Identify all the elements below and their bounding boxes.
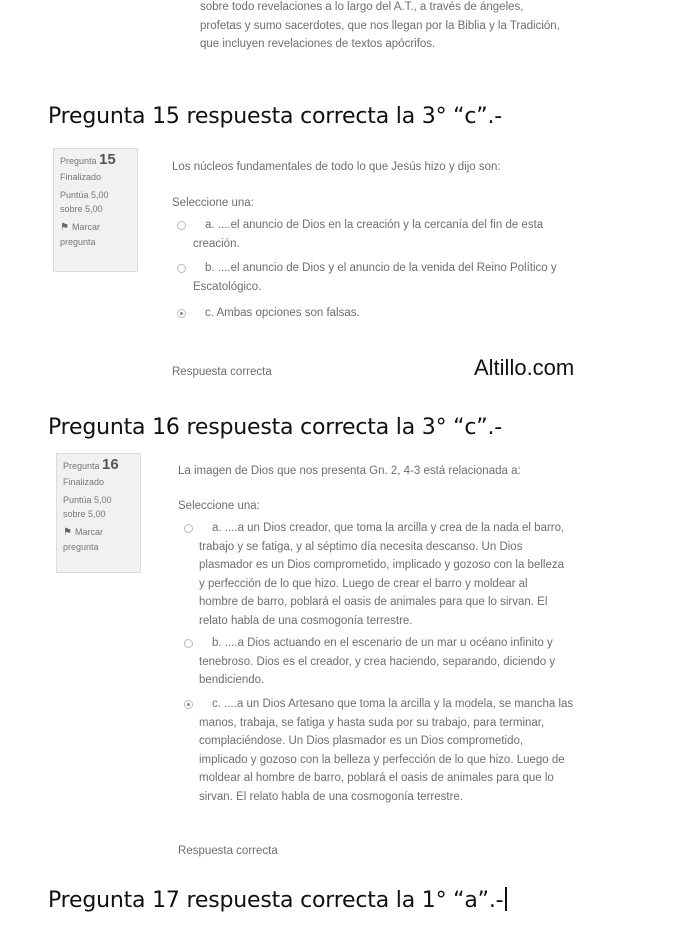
q15-option-c[interactable]: c. Ambas opciones son falsas. [205,307,360,319]
q15-heading: Pregunta 15 respuesta correcta la 3° “c”.- [48,104,502,129]
q16-select-label: Seleccione una: [178,500,260,512]
q16-option-a-radio[interactable] [184,524,193,533]
q16-option-a[interactable]: a. ....a un Dios creador, que toma la arcilla y crea de la nada el barro, trabajo y se fatiga, y al séptimo día necesita descanso. Un Dios plasmador es un Dios comprometido, implicado y gozoso con la belleza y perfección de lo que hizo. Luego de crear el barro y moldear al hombre de barro, poblará el oasis de animales para que lo sirvan. El relato habla de una cosmogonía terrestre. [199,522,565,627]
q15-option-a-radio[interactable] [177,221,186,230]
text-cursor [505,887,507,911]
q15-option-b[interactable]: b. ....el anuncio de Dios y el anuncio de la venida del Reino Político y Escatológico. [193,262,557,293]
q16-status: Finalizado [63,477,105,487]
q15-feedback: Respuesta correcta [172,366,272,378]
q16-option-c-radio[interactable] [184,700,193,709]
paragraph-line: que incluyen revelaciones de textos apócrifos. [200,38,436,50]
q16-question-number: Pregunta 16 [63,456,119,473]
q15-select-label: Seleccione una: [172,197,254,209]
q16-score: Puntúa 5,00 sobre 5,00 [63,495,112,519]
q17-heading: Pregunta 17 respuesta correcta la 1° “a”.- [48,887,507,913]
paragraph-line: profetas y sumo sacerdotes, que nos llegan por la Biblia y la Tradición, [200,19,560,32]
q15-flag-question[interactable]: ⚑ Marcar pregunta [60,222,100,247]
q16-feedback: Respuesta correcta [178,845,278,857]
q16-question-text: La imagen de Dios que nos presenta Gn. 2, 4-3 está relacionada a: [178,465,521,477]
q15-status: Finalizado [60,172,102,182]
q16-option-b-radio[interactable] [184,639,193,648]
q15-info-box [53,148,138,272]
top-paragraph [200,0,560,54]
flag-icon: ⚑ [60,222,69,233]
paragraph-line: sobre todo revelaciones a lo largo del A.T., a través de ángeles, [200,1,524,13]
q15-option-a[interactable]: a. ....el anuncio de Dios en la creación y la cercanía del fin de esta creación. [193,219,544,250]
q16-heading: Pregunta 16 respuesta correcta la 3° “c”.- [48,415,502,440]
q16-option-c[interactable]: c. ....a un Dios Artesano que toma la arcilla y la modela, se mancha las manos, trabaja, se fatiga y hasta suda por su trabajo, para terminar, complaciéndose. Un Dios plasmador es un Dios comprometido, implicado y gozoso con la belleza y perfección de lo que hizo. Luego de moldear al hombre de barro, poblará el oasis de animales para que lo sirvan. El relato habla de una cosmogonía terrestre. [199,698,574,803]
flag-icon: ⚑ [63,527,72,538]
q15-option-b-radio[interactable] [177,264,186,273]
watermark: Altillo.com [474,355,575,380]
q15-question-number: Pregunta 15 [60,151,116,168]
q15-option-c-radio[interactable] [177,309,186,318]
q16-option-b[interactable]: b. ....a Dios actuando en el escenario de un mar u océano infinito y tenebroso. Dios es el creador, y crea haciendo, separando, diciendo y bendiciendo. [199,637,556,686]
q16-info-box [56,453,141,573]
q15-question-text: Los núcleos fundamentales de todo lo que Jesús hizo y dijo son: [172,161,501,173]
q16-flag-question[interactable]: ⚑ Marcar pregunta [63,527,103,552]
q15-score: Puntúa 5,00 sobre 5,00 [60,190,109,214]
